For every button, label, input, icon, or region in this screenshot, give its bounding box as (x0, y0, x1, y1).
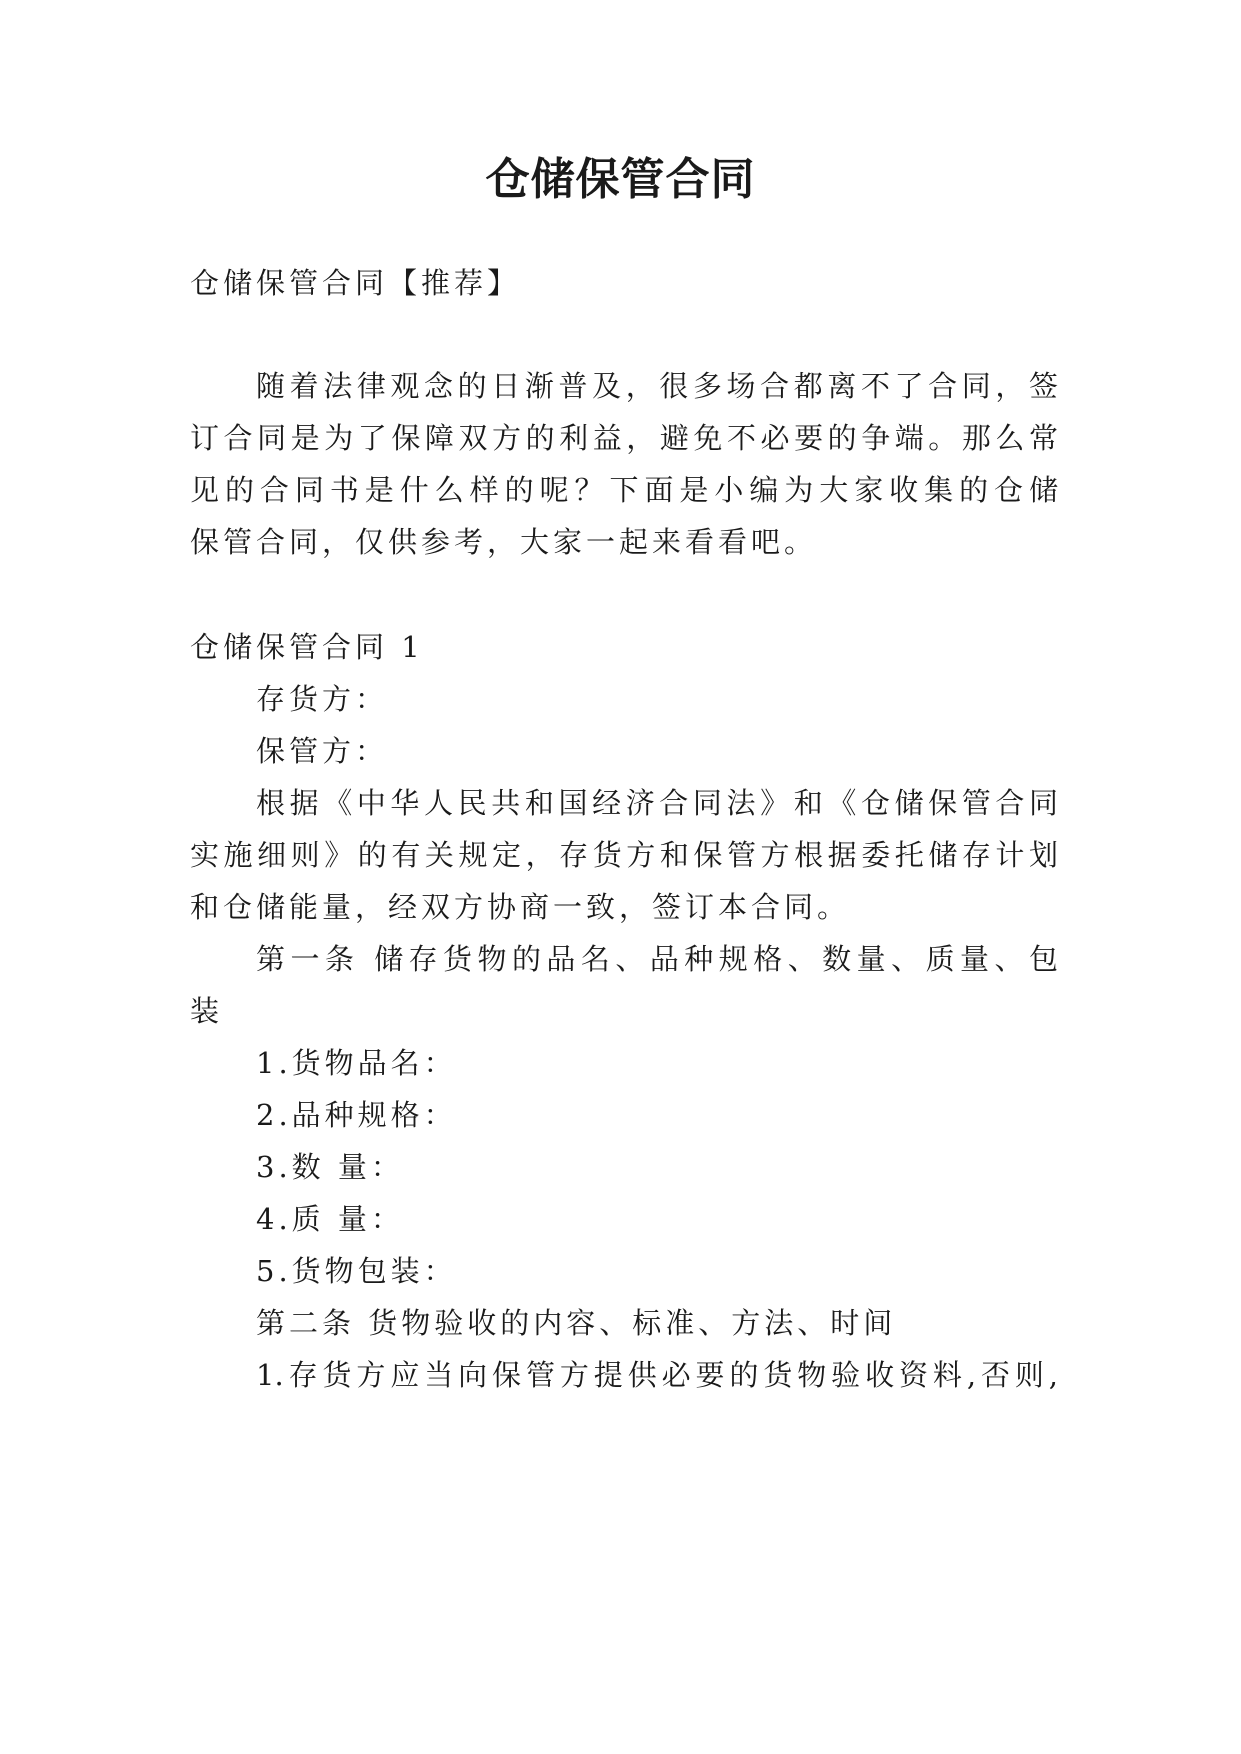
intro-line-1: 随着法律观念的日渐普及，很多场合都离不了合同，签 (256, 369, 1058, 403)
article-2-heading: 第二条 货物验收的内容、标准、方法、时间 (256, 1306, 897, 1340)
basis-line-2: 实施细则》的有关规定，存货方和保管方根据委托储存计划 (190, 838, 1058, 872)
intro-line-3: 见的合同书是什么样的呢？下面是小编为大家收集的仓储 (190, 473, 1058, 507)
article-1-heading: 第一条 储存货物的品名、品种规格、数量、质量、包 (256, 942, 1058, 976)
article-1-item-3: 3.数 量： (256, 1150, 404, 1184)
basis-line-3: 和仓储能量，经双方协商一致，签订本合同。 (190, 890, 851, 924)
article-1-item-5: 5.货物包装： (256, 1254, 457, 1288)
document-title: 仓储保管合同 (485, 154, 756, 205)
article-1-item-2: 2.品种规格： (256, 1098, 457, 1132)
article-1-heading-cont: 装 (190, 994, 224, 1028)
article-2-item-1: 1.存货方应当向保管方提供必要的货物验收资料,否则, (256, 1358, 1058, 1392)
contract-heading: 仓储保管合同 1 (190, 630, 424, 664)
intro-line-2: 订合同是为了保障双方的利益，避免不必要的争端。那么常 (190, 421, 1058, 455)
party-depositor: 存货方： (256, 682, 389, 716)
intro-line-4: 保管合同，仅供参考，大家一起来看看吧。 (190, 525, 818, 559)
document-subtitle: 仓储保管合同【推荐】 (190, 266, 521, 300)
basis-line-1: 根据《中华人民共和国经济合同法》和《仓储保管合同 (256, 786, 1058, 820)
article-1-item-1: 1.货物品名： (256, 1046, 457, 1080)
party-custodian: 保管方： (256, 734, 389, 768)
article-1-item-4: 4.质 量： (256, 1202, 404, 1236)
